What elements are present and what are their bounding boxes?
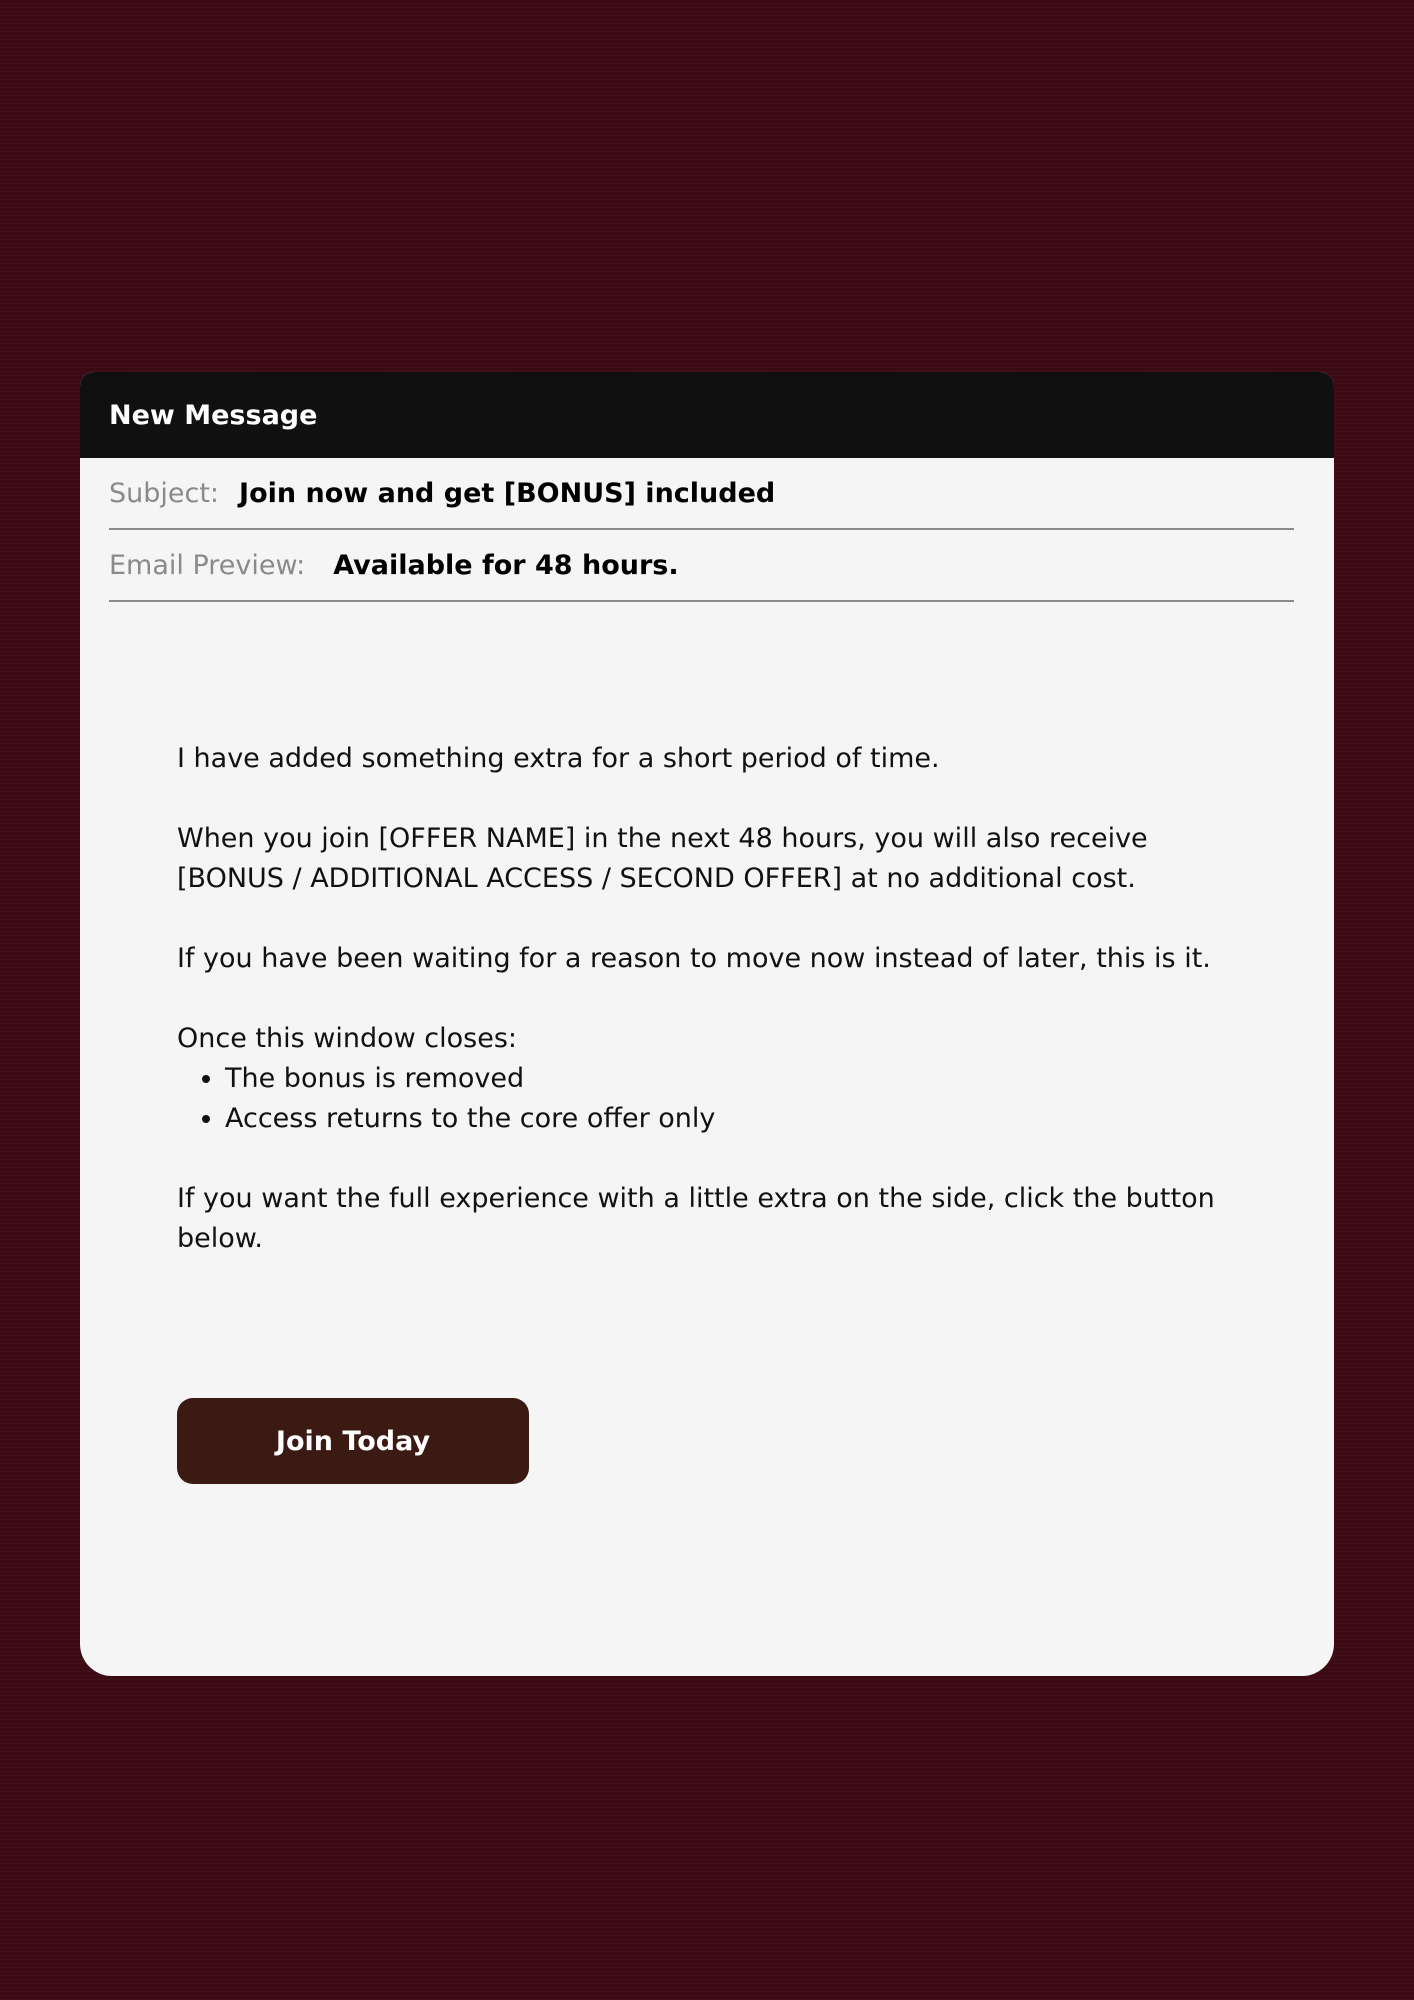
subject-field[interactable]: Join now and get [BONUS] included [239,477,776,509]
preview-field[interactable]: Available for 48 hours. [333,549,679,581]
window-title: New Message [109,399,318,431]
compose-window [80,372,1334,1676]
list-item: • Access returns to the core offer only [225,1099,1227,1139]
bullet-list [177,1059,1227,1139]
body-paragraph: I have added something extra for a short period of time. [177,743,940,774]
list-item: • The bonus is removed [225,1059,1227,1099]
body-paragraph: When you join [OFFER NAME] in the next 48 hours, you will also receive [BONUS / ADDITIONAL ACCESS / SECOND OFFER] at no additional cost. [177,823,1148,894]
preview-row[interactable] [109,530,1294,602]
message-body[interactable] [177,739,1227,1299]
body-paragraph: If you want the full experience with a little extra on the side, click the button below. [177,1183,1215,1254]
preview-label: Email Preview: [109,549,306,581]
body-paragraph: If you have been waiting for a reason to move now instead of later, this is it. [177,943,1211,974]
join-today-button[interactable]: Join Today [177,1398,529,1484]
list-intro: Once this window closes: [177,1023,517,1054]
subject-label: Subject: [109,477,220,509]
subject-row[interactable] [109,458,1294,530]
title-bar [80,372,1334,458]
